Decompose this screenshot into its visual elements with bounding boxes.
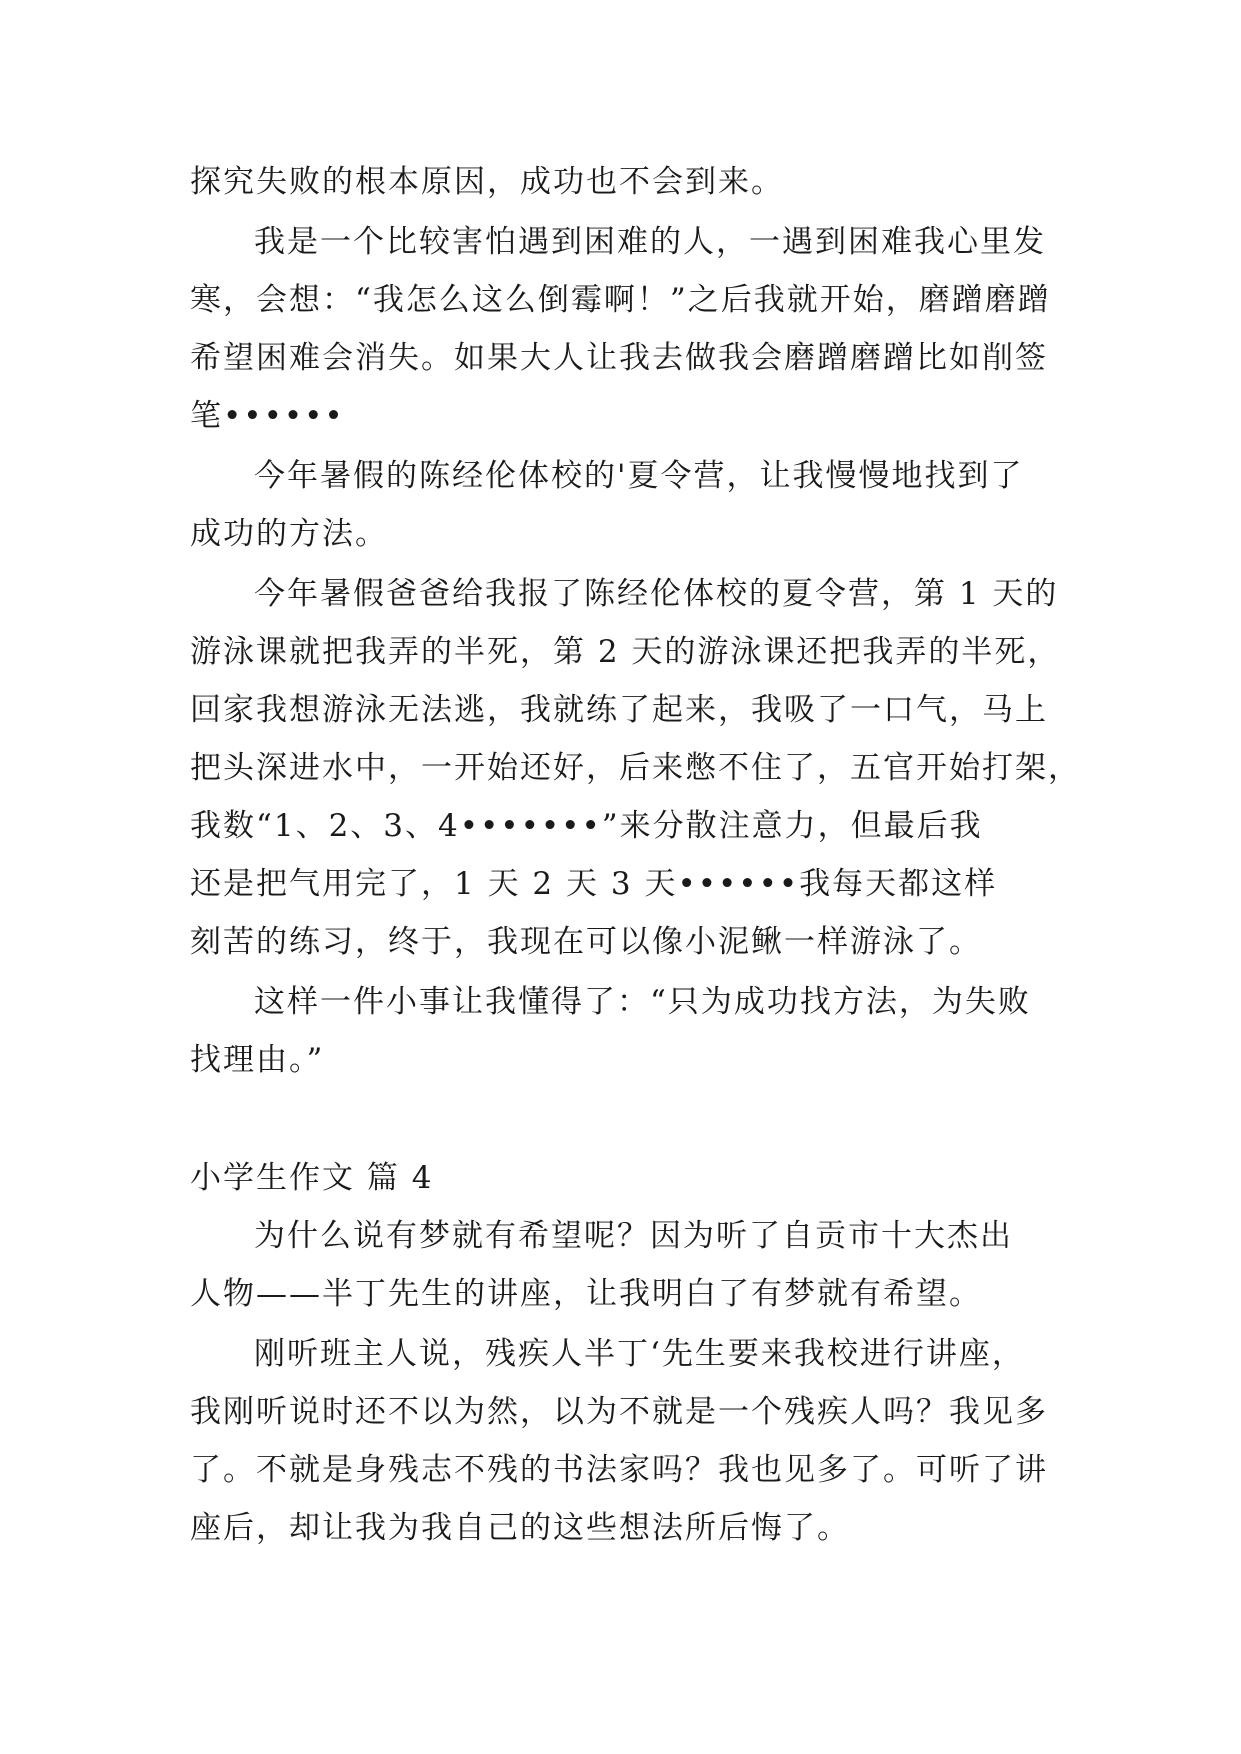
text-line: 了。不就是身残志不残的书法家吗？我也见多了。可听了讲	[190, 1452, 1048, 1488]
text-line: 希望困难会消失。如果大人让我去做我会磨蹭磨蹭比如削签	[190, 340, 1048, 376]
text-line: 我刚听说时还不以为然，以为不就是一个残疾人吗？我见多	[190, 1394, 1048, 1430]
paragraph-start: 刚听班主人说，残疾人半丁‘先生要来我校进行讲座，	[254, 1336, 1025, 1372]
text-line: 笔••••••	[190, 398, 345, 434]
paragraph-start: 今年暑假的陈经伦体校的'夏令营，让我慢慢地找到了	[254, 458, 1024, 494]
text-line: 回家我想游泳无法逃，我就练了起来，我吸了一口气，马上	[190, 692, 1048, 728]
text-line: 座后，却让我为我自己的这些想法所后悔了。	[190, 1510, 850, 1546]
text-line: 探究失败的根本原因，成功也不会到来。	[190, 164, 784, 200]
text-line: 游泳课就把我弄的半死，第 2 天的游泳课还把我弄的半死，	[190, 634, 1061, 670]
text-line: 寒，会想：“我怎么这么倒霉啊！”之后我就开始，磨蹭磨蹭	[190, 282, 1051, 318]
text-line: 还是把气用完了，1 天 2 天 3 天••••••我每天都这样	[190, 866, 998, 902]
text-line: 刻苦的练习，终于，我现在可以像小泥鳅一样游泳了。	[190, 924, 982, 960]
text-line: 成功的方法。	[190, 516, 388, 552]
text-line: 找理由。”	[190, 1042, 325, 1078]
text-line: 把头深进水中，一开始还好，后来憋不住了，五官开始打架，	[190, 750, 1081, 786]
text-line: 我数“1、2、3、4•••••••”来分散注意力，但最后我	[190, 808, 983, 844]
paragraph-start: 为什么说有梦就有希望呢？因为听了自贡市十大杰出	[254, 1218, 1013, 1254]
paragraph-start: 这样一件小事让我懂得了：“只为成功找方法，为失败	[254, 984, 1031, 1020]
paragraph-start: 我是一个比较害怕遇到困难的人，一遇到困难我心里发	[254, 224, 1046, 260]
text-line: 人物——半丁先生的讲座，让我明白了有梦就有希望。	[190, 1276, 982, 1312]
section-heading: 小学生作文 篇 4	[190, 1160, 434, 1196]
paragraph-start: 今年暑假爸爸给我报了陈经伦体校的夏令营，第 1 天的	[254, 576, 1059, 612]
